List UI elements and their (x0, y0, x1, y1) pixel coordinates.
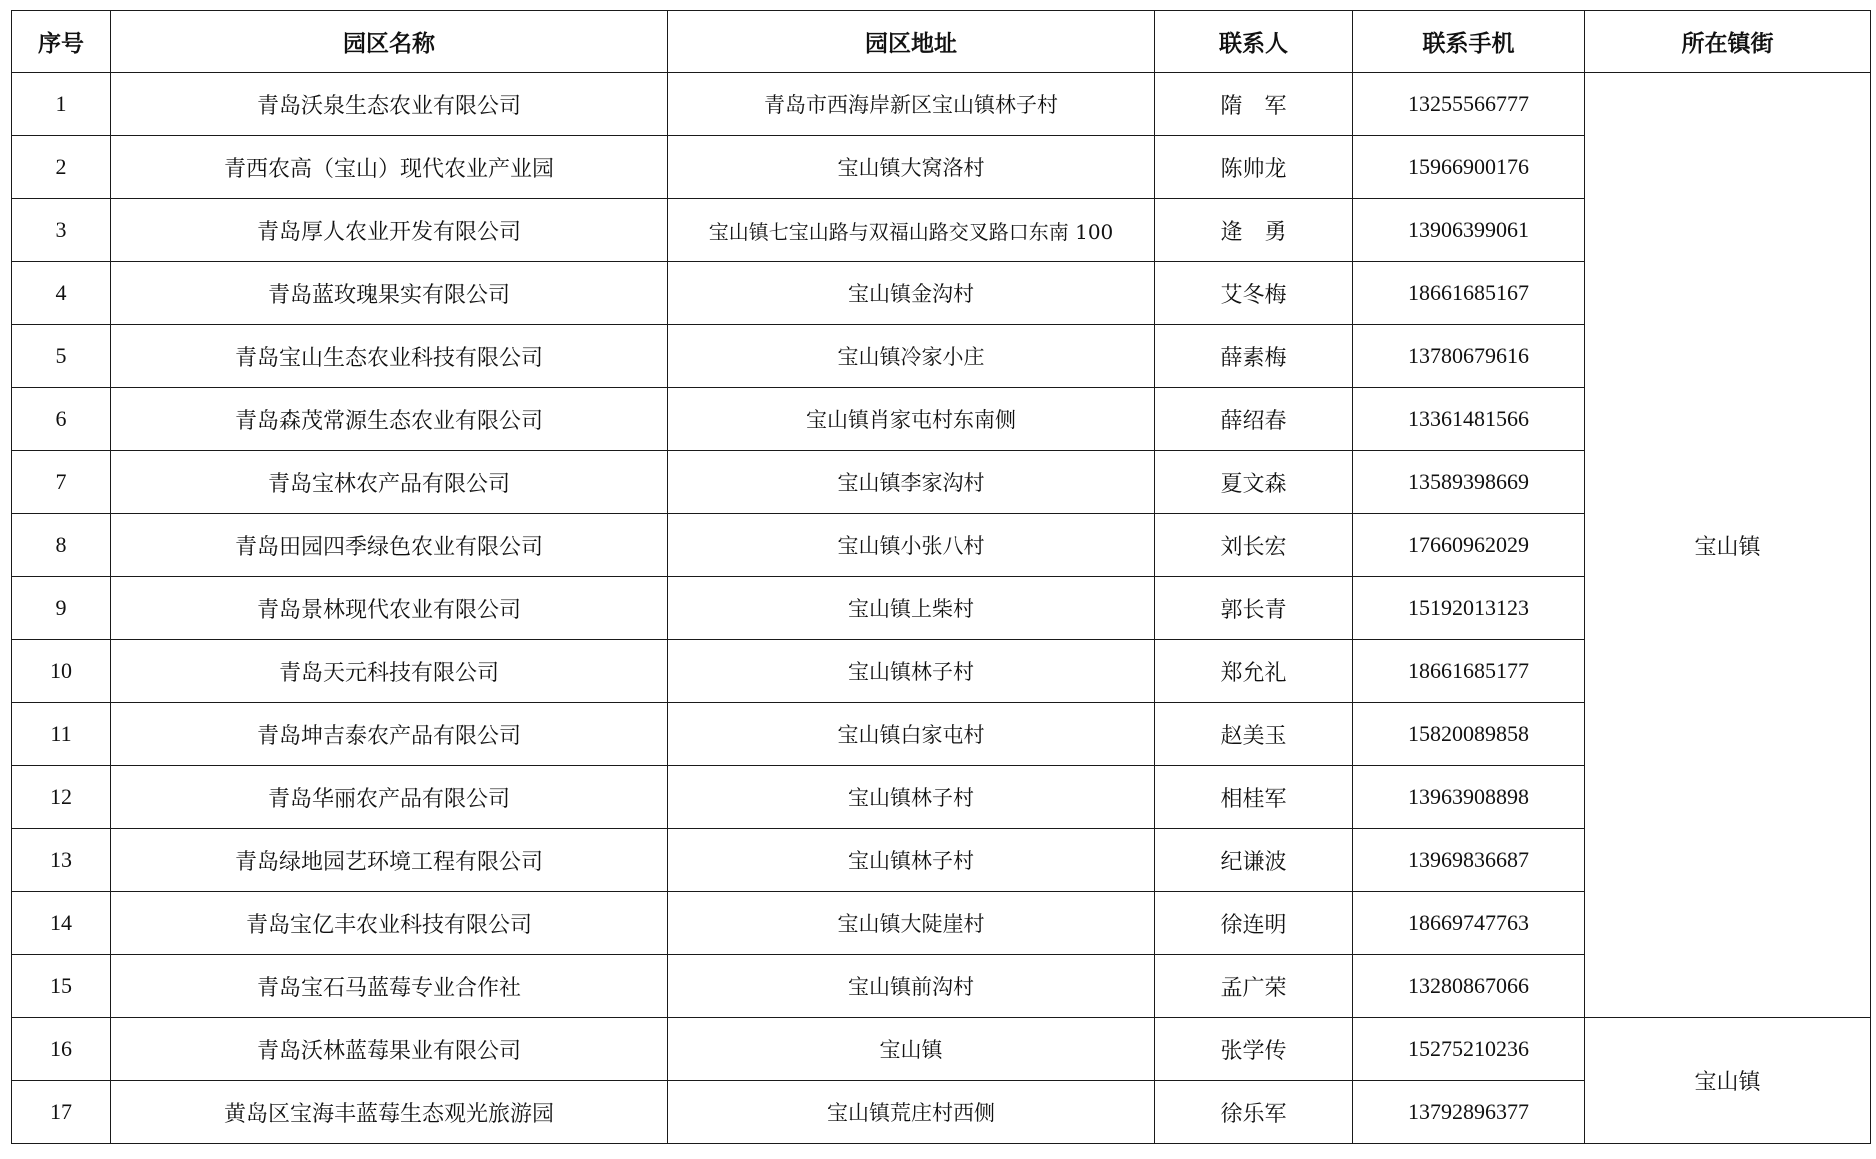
park-address: 青岛市西海岸新区宝山镇林子村 (668, 73, 1155, 136)
town-cell: 宝山镇 (1585, 73, 1871, 1018)
park-address: 宝山镇金沟村 (668, 262, 1155, 325)
park-name: 青岛华丽农产品有限公司 (111, 766, 668, 829)
header-contact-person: 联系人 (1155, 11, 1353, 73)
park-address: 宝山镇荒庄村西侧 (668, 1081, 1155, 1144)
park-address: 宝山镇白家屯村 (668, 703, 1155, 766)
contact-phone: 18661685167 (1353, 262, 1585, 325)
row-index: 8 (12, 514, 111, 577)
park-address: 宝山镇 (668, 1018, 1155, 1081)
park-address: 宝山镇林子村 (668, 829, 1155, 892)
park-name: 青岛天元科技有限公司 (111, 640, 668, 703)
contact-person: 赵美玉 (1155, 703, 1353, 766)
contact-phone: 13280867066 (1353, 955, 1585, 1018)
park-address: 宝山镇小张八村 (668, 514, 1155, 577)
row-index: 17 (12, 1081, 111, 1144)
row-index: 10 (12, 640, 111, 703)
contact-phone: 13780679616 (1353, 325, 1585, 388)
contact-phone: 17660962029 (1353, 514, 1585, 577)
row-index: 14 (12, 892, 111, 955)
row-index: 15 (12, 955, 111, 1018)
contact-phone: 13969836687 (1353, 829, 1585, 892)
town-cell: 宝山镇 (1585, 1018, 1871, 1144)
park-name: 青岛沃泉生态农业有限公司 (111, 73, 668, 136)
contact-phone: 18661685177 (1353, 640, 1585, 703)
contact-phone: 15820089858 (1353, 703, 1585, 766)
header-park-name: 园区名称 (111, 11, 668, 73)
contact-phone: 13963908898 (1353, 766, 1585, 829)
row-index: 2 (12, 136, 111, 199)
contact-person: 隋 军 (1155, 73, 1353, 136)
park-address: 宝山镇林子村 (668, 766, 1155, 829)
park-address: 宝山镇七宝山路与双福山路交叉路口东南 100 (668, 199, 1155, 262)
park-name: 青岛绿地园艺环境工程有限公司 (111, 829, 668, 892)
park-name: 黄岛区宝海丰蓝莓生态观光旅游园 (111, 1081, 668, 1144)
row-index: 3 (12, 199, 111, 262)
park-address: 宝山镇李家沟村 (668, 451, 1155, 514)
contact-phone: 15192013123 (1353, 577, 1585, 640)
row-index: 4 (12, 262, 111, 325)
contact-person: 相桂军 (1155, 766, 1353, 829)
park-name: 青岛蓝玫瑰果实有限公司 (111, 262, 668, 325)
park-address: 宝山镇大窝洛村 (668, 136, 1155, 199)
contact-phone: 13589398669 (1353, 451, 1585, 514)
park-name: 青岛宝石马蓝莓专业合作社 (111, 955, 668, 1018)
contact-phone: 18669747763 (1353, 892, 1585, 955)
park-name: 青岛森茂常源生态农业有限公司 (111, 388, 668, 451)
header-contact-phone: 联系手机 (1353, 11, 1585, 73)
park-address: 宝山镇肖家屯村东南侧 (668, 388, 1155, 451)
park-name: 青岛田园四季绿色农业有限公司 (111, 514, 668, 577)
row-index: 12 (12, 766, 111, 829)
contact-person: 郭长青 (1155, 577, 1353, 640)
park-name: 青岛宝山生态农业科技有限公司 (111, 325, 668, 388)
park-name: 青岛坤吉泰农产品有限公司 (111, 703, 668, 766)
park-address: 宝山镇前沟村 (668, 955, 1155, 1018)
park-name: 青岛沃林蓝莓果业有限公司 (111, 1018, 668, 1081)
park-name: 青岛景林现代农业有限公司 (111, 577, 668, 640)
contact-person: 徐连明 (1155, 892, 1353, 955)
contact-phone: 15275210236 (1353, 1018, 1585, 1081)
park-name: 青岛宝亿丰农业科技有限公司 (111, 892, 668, 955)
contact-person: 夏文森 (1155, 451, 1353, 514)
table-row (12, 73, 1871, 136)
contact-phone: 13906399061 (1353, 199, 1585, 262)
park-contact-table (11, 10, 1871, 1144)
contact-phone: 13361481566 (1353, 388, 1585, 451)
table-row (12, 1018, 1871, 1081)
contact-person: 徐乐军 (1155, 1081, 1353, 1144)
row-index: 11 (12, 703, 111, 766)
header-park-address: 园区地址 (668, 11, 1155, 73)
contact-person: 张学传 (1155, 1018, 1353, 1081)
park-address: 宝山镇冷家小庄 (668, 325, 1155, 388)
contact-person: 刘长宏 (1155, 514, 1353, 577)
contact-person: 郑允礼 (1155, 640, 1353, 703)
contact-person: 纪谦波 (1155, 829, 1353, 892)
contact-person: 艾冬梅 (1155, 262, 1353, 325)
park-address: 宝山镇上柴村 (668, 577, 1155, 640)
park-address: 宝山镇大陡崖村 (668, 892, 1155, 955)
contact-person: 薛素梅 (1155, 325, 1353, 388)
header-index: 序号 (12, 11, 111, 73)
header-town: 所在镇街 (1585, 11, 1871, 73)
row-index: 6 (12, 388, 111, 451)
contact-person: 陈帅龙 (1155, 136, 1353, 199)
row-index: 13 (12, 829, 111, 892)
row-index: 16 (12, 1018, 111, 1081)
row-index: 7 (12, 451, 111, 514)
park-name: 青岛厚人农业开发有限公司 (111, 199, 668, 262)
table-header-row (12, 11, 1871, 73)
contact-person: 薛绍春 (1155, 388, 1353, 451)
contact-phone: 13792896377 (1353, 1081, 1585, 1144)
contact-phone: 13255566777 (1353, 73, 1585, 136)
row-index: 5 (12, 325, 111, 388)
row-index: 9 (12, 577, 111, 640)
park-name: 青岛宝林农产品有限公司 (111, 451, 668, 514)
contact-person: 孟广荣 (1155, 955, 1353, 1018)
contact-person: 逄 勇 (1155, 199, 1353, 262)
park-address: 宝山镇林子村 (668, 640, 1155, 703)
contact-phone: 15966900176 (1353, 136, 1585, 199)
row-index: 1 (12, 73, 111, 136)
park-name: 青西农高（宝山）现代农业产业园 (111, 136, 668, 199)
